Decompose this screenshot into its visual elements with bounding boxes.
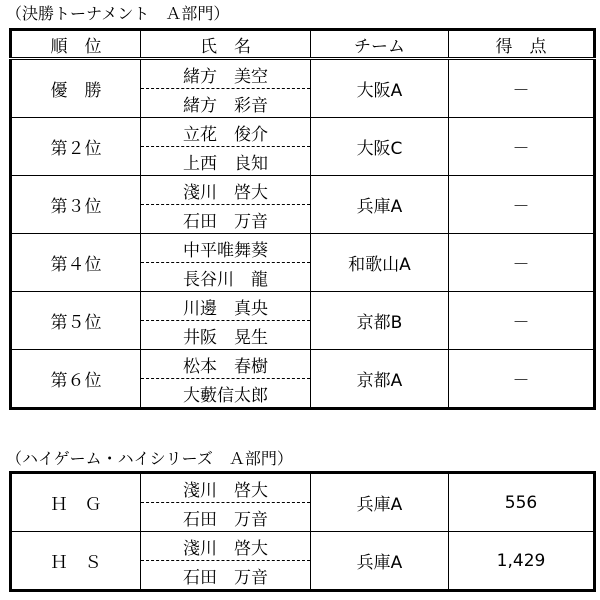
rank-cell: 第４位	[11, 234, 141, 292]
player-name-cell: 石田 万音	[141, 561, 311, 591]
team-cell: 京都B	[311, 292, 449, 350]
player-name-cell: 松本 春樹	[141, 350, 311, 379]
finals-caption: （決勝トーナメント Ａ部門）	[6, 4, 230, 23]
player-name-cell: 緒方 彩音	[141, 89, 311, 118]
table-row	[11, 473, 595, 503]
team-cell: 和歌山A	[311, 234, 449, 292]
player-name-cell: 井阪 晃生	[141, 321, 311, 350]
player-name-cell: 上西 良知	[141, 147, 311, 176]
score-cell: －	[449, 176, 595, 234]
team-cell: 兵庫A	[311, 473, 449, 532]
team-cell: 兵庫A	[311, 176, 449, 234]
score-cell: －	[449, 350, 595, 409]
score-cell: 1,429	[449, 532, 595, 591]
team-cell: 大阪A	[311, 59, 449, 118]
table-header-row	[11, 30, 595, 59]
table-row	[11, 532, 595, 561]
rank-header: 順 位	[11, 30, 141, 59]
rank-cell: 第５位	[11, 292, 141, 350]
player-name-cell: 石田 万音	[141, 205, 311, 234]
player-name-cell: 淺川 啓大	[141, 176, 311, 205]
score-cell: －	[449, 292, 595, 350]
score-cell: 556	[449, 473, 595, 532]
player-name-cell: 立花 俊介	[141, 118, 311, 147]
rank-cell: Ｈ Ｇ	[11, 473, 141, 532]
high-game-table	[9, 471, 596, 592]
name-header: 氏 名	[141, 30, 311, 59]
player-name-cell: 長谷川 龍	[141, 263, 311, 292]
score-cell: －	[449, 59, 595, 118]
team-header: チーム	[311, 30, 449, 59]
high-game-caption: （ハイゲーム・ハイシリーズ Ａ部門）	[6, 449, 293, 468]
rank-cell: 第６位	[11, 350, 141, 409]
player-name-cell: 淺川 啓大	[141, 473, 311, 503]
team-cell: 大阪C	[311, 118, 449, 176]
table-row	[11, 59, 595, 89]
score-cell: －	[449, 234, 595, 292]
table-row	[11, 292, 595, 321]
score-cell: －	[449, 118, 595, 176]
table-row	[11, 234, 595, 263]
table-row	[11, 176, 595, 205]
player-name-cell: 川邊 真央	[141, 292, 311, 321]
rank-cell: Ｈ Ｓ	[11, 532, 141, 591]
table-row	[11, 118, 595, 147]
team-cell: 京都A	[311, 350, 449, 409]
score-header: 得 点	[449, 30, 595, 59]
player-name-cell: 淺川 啓大	[141, 532, 311, 561]
finals-results-table	[9, 28, 596, 410]
rank-cell: 第３位	[11, 176, 141, 234]
table-row	[11, 350, 595, 379]
team-cell: 兵庫A	[311, 532, 449, 591]
rank-cell: 第２位	[11, 118, 141, 176]
player-name-cell: 中平唯舞葵	[141, 234, 311, 263]
player-name-cell: 大藪信太郎	[141, 379, 311, 409]
player-name-cell: 石田 万音	[141, 503, 311, 532]
rank-cell: 優 勝	[11, 59, 141, 118]
player-name-cell: 緒方 美空	[141, 59, 311, 89]
